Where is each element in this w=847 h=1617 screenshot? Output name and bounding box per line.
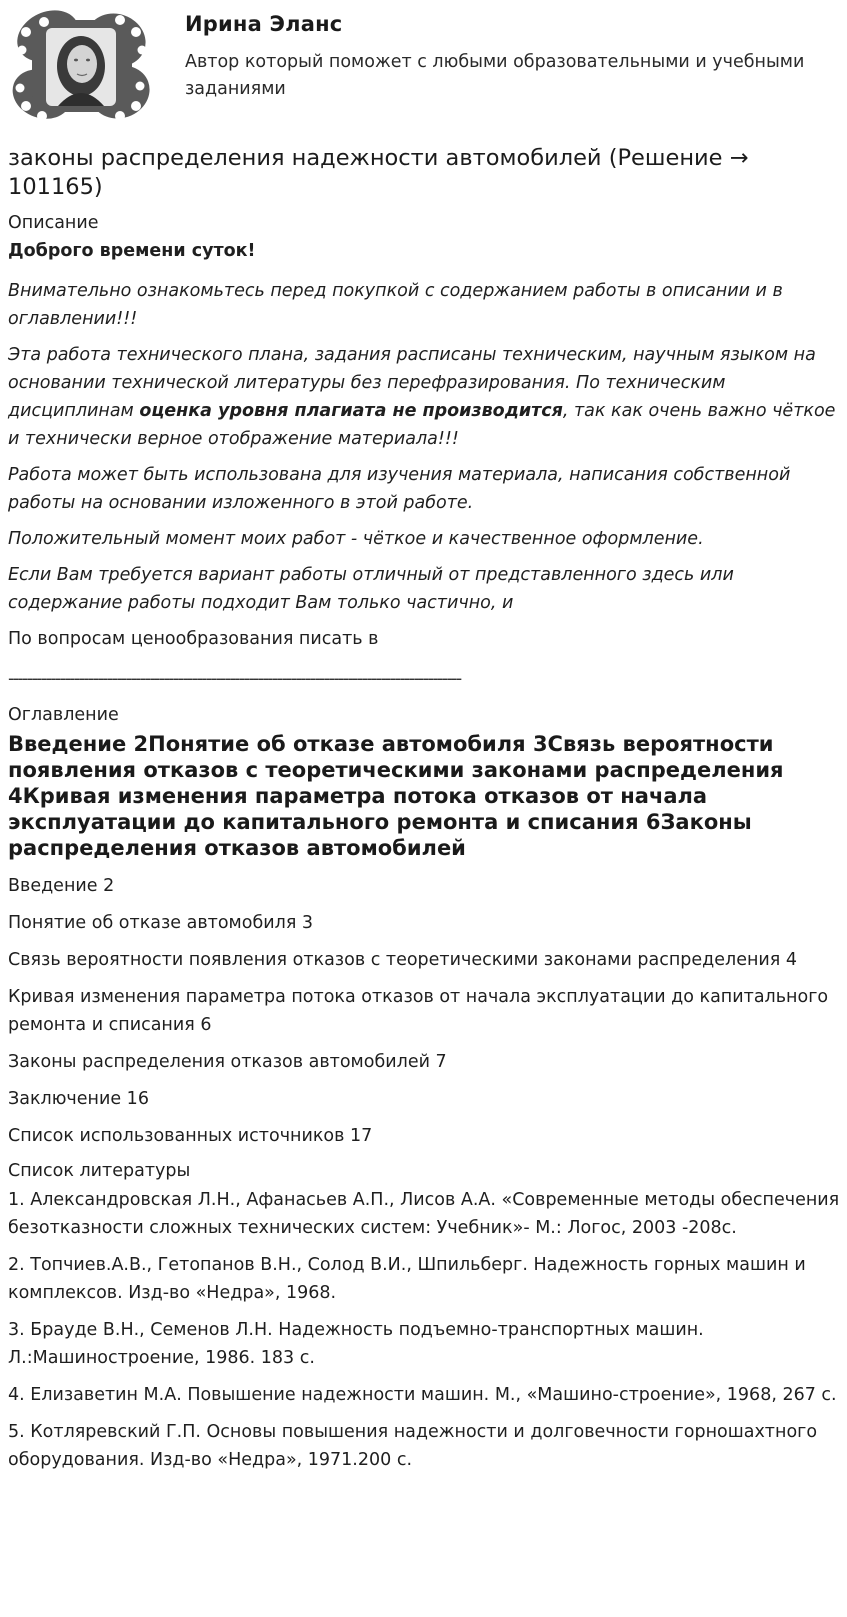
toc-item: Связь вероятности появления отказов с теоретическими законами распределения 4: [8, 950, 798, 970]
literature-item: 2. Топчиев.А.В., Гетопанов В.Н., Солод В.И., Шпильберг. Надежность горных машин и комплексов. Изд-во «Недра», 1968.: [8, 1255, 806, 1303]
emphasis-text: оценка уровня плагиата не производится: [139, 401, 563, 421]
toc-item: Список использованных источников 17: [8, 1126, 373, 1146]
paragraph-text: , так как очень важно чёткое и технически верное отображение материала!!!: [8, 401, 836, 449]
toc-item: Введение 2: [8, 876, 115, 896]
description-paragraph: Если Вам требуется вариант работы отличный от представленного здесь или содержание работы подходит Вам только частично, и: [8, 565, 734, 613]
literature-item: 5. Котляревский Г.П. Основы повышения надежности и долговечности горношахтного оборудования. Изд-во «Недра», 1971.200 с.: [8, 1422, 818, 1470]
toc-heading: Введение 2Понятие об отказе автомобиля 3Связь вероятности появления отказов с теоретическими законами распределения 4Кривая изменения параметра потока отказов от начала эксплуатации до капитального ремонта и списания 6Законы распределения отказов автомобилей: [8, 732, 784, 860]
toc-list: [8, 872, 842, 1150]
literature-item: 1. Александровская Л.Н., Афанасьев А.П., Лисов А.А. «Современные методы обеспечения безотказности сложных технических систем: Учебник»- М.: Логос, 2003 -208с.: [8, 1190, 840, 1238]
literature-label: Список литературы: [8, 1161, 191, 1181]
description-paragraph: Внимательно ознакомьтесь перед покупкой с содержанием работы в описании и в оглавлении!!!: [8, 281, 783, 329]
toc-label: Оглавление: [8, 705, 119, 725]
toc-item: Заключение 16: [8, 1089, 149, 1109]
author-avatar[interactable]: [8, 8, 152, 124]
description-paragraph: Работа может быть использована для изучения материала, написания собственной работы на основании изложенного в этой работе.: [8, 465, 791, 513]
toc-item: Понятие об отказе автомобиля 3: [8, 913, 314, 933]
toc-item: Кривая изменения параметра потока отказов от начала эксплуатации до капитального ремонта и списания 6: [8, 987, 829, 1035]
author-description: Автор который поможет с любыми образовательными и учебными заданиями: [185, 52, 805, 99]
literature-list: [8, 1186, 842, 1474]
pricing-text: По вопросам ценообразования писать в: [8, 629, 379, 649]
divider: ------------------------------------------------------------------------------------------------: [8, 669, 461, 689]
description-paragraph: Положительный момент моих работ - чёткое и качественное оформление.: [8, 529, 704, 549]
literature-item: 4. Елизаветин М.А. Повышение надежности машин. М., «Машино-строение», 1968, 267 с.: [8, 1385, 837, 1405]
paragraph-text: Эта работа технического плана, задания расписаны техническим, научным языком на основании технической литературы без перефразирования. По техническим дисциплинам: [8, 345, 816, 421]
description-paragraph-plagiarism: [8, 341, 842, 453]
description-label: Описание: [8, 213, 99, 233]
content: [8, 144, 842, 1483]
author-name[interactable]: Ирина Эланс: [185, 12, 343, 36]
author-header: [0, 0, 847, 130]
page-title: законы распределения надежности автомобилей (Решение → 101165): [8, 145, 749, 200]
greeting-text: Доброго времени суток!: [8, 241, 256, 261]
toc-item: Законы распределения отказов автомобилей 7: [8, 1052, 447, 1072]
literature-item: 3. Брауде В.Н., Семенов Л.Н. Надежность подъемно-транспортных машин. Л.:Машиностроение, 1986. 183 с.: [8, 1320, 704, 1368]
